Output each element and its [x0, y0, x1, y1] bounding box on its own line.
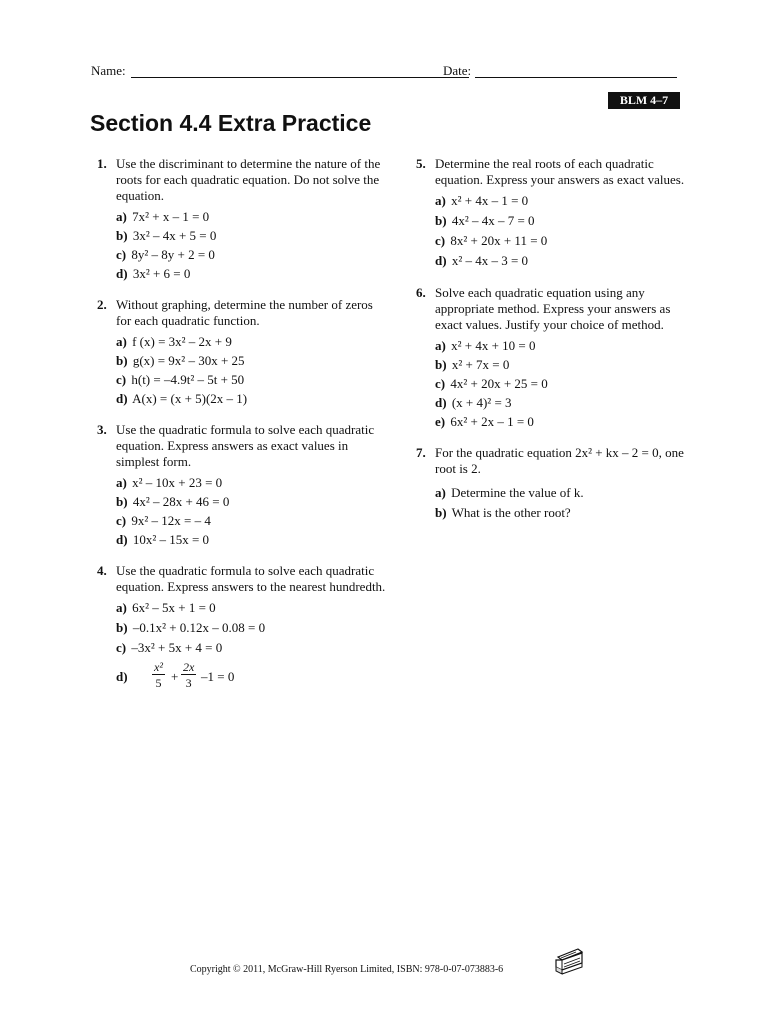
left-column: [97, 156, 389, 708]
question-part: [116, 264, 389, 283]
part-expression: 4x² – 4x – 7 = 0: [451, 213, 535, 228]
part-expression: 8x² + 20x + 11 = 0: [450, 233, 548, 248]
question-number: 3.: [97, 422, 107, 437]
question-part: [435, 191, 686, 211]
fraction-numerator: 2x: [183, 660, 195, 674]
page-title: Section 4.4 Extra Practice: [90, 110, 372, 136]
part-label: d): [116, 391, 128, 406]
part-expression: Determine the value of k.: [451, 485, 584, 500]
part-label: a): [435, 485, 446, 500]
part-expression: 4x² + 20x + 25 = 0: [450, 376, 548, 391]
part-expression: f (x) = 3x² – 2x + 9: [132, 334, 232, 349]
right-column: [416, 156, 686, 537]
question-text: Without graphing, determine the number of zeros for each quadratic function.: [116, 297, 373, 328]
question-part: [435, 412, 686, 431]
question-text: For the quadratic equation 2x² + kx – 2 = 0, one root is 2.: [435, 445, 684, 476]
part-label: c): [116, 640, 127, 655]
part-label: d): [116, 532, 128, 547]
fraction-1: [152, 660, 165, 690]
question-part: [116, 598, 389, 618]
part-label: c): [116, 372, 127, 387]
question-part: [116, 245, 389, 264]
part-expression: 6x² + 2x – 1 = 0: [450, 414, 534, 429]
part-label: e): [435, 414, 446, 429]
blm-tag: BLM 4–7: [608, 92, 680, 109]
part-label: b): [116, 494, 128, 509]
part-expression: (x + 4)² = 3: [451, 395, 512, 410]
part-label: a): [116, 600, 127, 615]
part-expression: 6x² – 5x + 1 = 0: [132, 600, 216, 615]
part-expression: 9x² – 12x = – 4: [131, 513, 211, 528]
part-label: b): [435, 213, 447, 228]
question-text: Use the quadratic formula to solve each quadratic equation. Express answers as exact values in simplest form.: [116, 422, 375, 469]
question-part: [116, 351, 389, 370]
copyright-footer: Copyright © 2011, McGraw-Hill Ryerson Limited, ISBN: 978-0-07-073883-6: [190, 964, 504, 975]
question-part: [116, 226, 389, 245]
question-part: [435, 231, 686, 251]
question-6: [416, 285, 686, 431]
part-expression: –3x² + 5x + 4 = 0: [131, 640, 223, 655]
part-expression: h(t) = –4.9t² – 5t + 50: [131, 372, 245, 387]
part-expression: 7x² + x – 1 = 0: [132, 209, 210, 224]
part-label: b): [116, 228, 128, 243]
part-label: b): [435, 357, 447, 372]
part-label: d): [435, 395, 447, 410]
part-label: d): [116, 669, 128, 684]
question-4: [97, 563, 389, 694]
part-expression: x² – 10x + 23 = 0: [132, 475, 223, 490]
part-label: a): [116, 334, 127, 349]
part-label: b): [116, 620, 128, 635]
question-part: [116, 530, 389, 549]
part-label: a): [116, 209, 127, 224]
question-part: [435, 393, 686, 412]
question-number: 6.: [416, 285, 426, 300]
date-blank-line: [475, 77, 677, 78]
question-3: [97, 422, 389, 549]
name-label: Name:: [91, 63, 126, 78]
question-part: [435, 211, 686, 231]
part-expression: x² + 7x = 0: [451, 357, 510, 372]
question-part: [116, 332, 389, 351]
question-part: [116, 389, 389, 408]
question-7: [416, 445, 686, 523]
question-part: [435, 251, 686, 271]
question-number: 1.: [97, 156, 107, 171]
question-text: Use the discriminant to determine the nature of the roots for each quadratic equation. Do not solve the equation.: [116, 156, 381, 203]
question-part: [435, 374, 686, 393]
question-2: [97, 297, 389, 408]
part-label: d): [116, 266, 128, 281]
part-label: c): [116, 513, 127, 528]
part-expression: 3x² – 4x + 5 = 0: [132, 228, 217, 243]
question-part: [435, 355, 686, 374]
part-expression: –0.1x² + 0.12x – 0.08 = 0: [132, 620, 266, 635]
part-label: d): [435, 253, 447, 268]
fraction-denominator: 5: [155, 676, 162, 690]
part-expression: 4x² – 28x + 46 = 0: [132, 494, 230, 509]
plus-sign: +: [171, 669, 179, 684]
part-expression: What is the other root?: [451, 505, 571, 520]
question-part: [116, 638, 389, 658]
question-number: 5.: [416, 156, 426, 171]
part-expression: A(x) = (x + 5)(2x – 1): [132, 391, 248, 406]
part-label: a): [116, 475, 127, 490]
date-label: Date:: [443, 63, 472, 78]
question-part: [116, 492, 389, 511]
question-5: [416, 156, 686, 271]
fraction-2: [181, 660, 196, 690]
photocopier-icon: [552, 943, 586, 977]
question-part: [116, 370, 389, 389]
question-number: 2.: [97, 297, 107, 312]
equation-tail: –1 = 0: [201, 669, 235, 684]
part-expression: 8y² – 8y + 2 = 0: [131, 247, 215, 262]
part-label: b): [435, 505, 447, 520]
question-part: [116, 618, 389, 638]
question-part: [435, 483, 686, 503]
part-expression: g(x) = 9x² – 30x + 25: [132, 353, 245, 368]
part-label: a): [435, 193, 446, 208]
part-label: a): [435, 338, 446, 353]
part-label: c): [435, 376, 446, 391]
part-label: c): [116, 247, 127, 262]
question-text: Determine the real roots of each quadratic equation. Express your answers as exact values.: [435, 156, 685, 187]
part-expression: x² + 4x – 1 = 0: [451, 193, 529, 208]
question-part: [435, 336, 686, 355]
part-expression: x² – 4x – 3 = 0: [451, 253, 529, 268]
part-expression: 10x² – 15x = 0: [132, 532, 210, 547]
fraction-denominator: 3: [185, 676, 192, 690]
part-label: b): [116, 353, 128, 368]
name-blank-line: [131, 77, 469, 78]
part-label: c): [435, 233, 446, 248]
question-text: Use the quadratic formula to solve each quadratic equation. Express answers to the nearest hundredth.: [116, 563, 386, 594]
question-part: [435, 503, 686, 523]
question-number: 4.: [97, 563, 107, 578]
part-expression: 3x² + 6 = 0: [132, 266, 191, 281]
question-part: [116, 511, 389, 530]
question-part: [116, 207, 389, 226]
fraction-numerator: x²: [154, 660, 163, 674]
question-text: Solve each quadratic equation using any appropriate method. Express your answers as exact values. Justify your choice of method.: [435, 285, 671, 332]
question-part: [116, 473, 389, 492]
question-1: [97, 156, 389, 283]
part-expression: x² + 4x + 10 = 0: [451, 338, 536, 353]
question-number: 7.: [416, 445, 426, 460]
question-part-fraction: [116, 660, 389, 694]
